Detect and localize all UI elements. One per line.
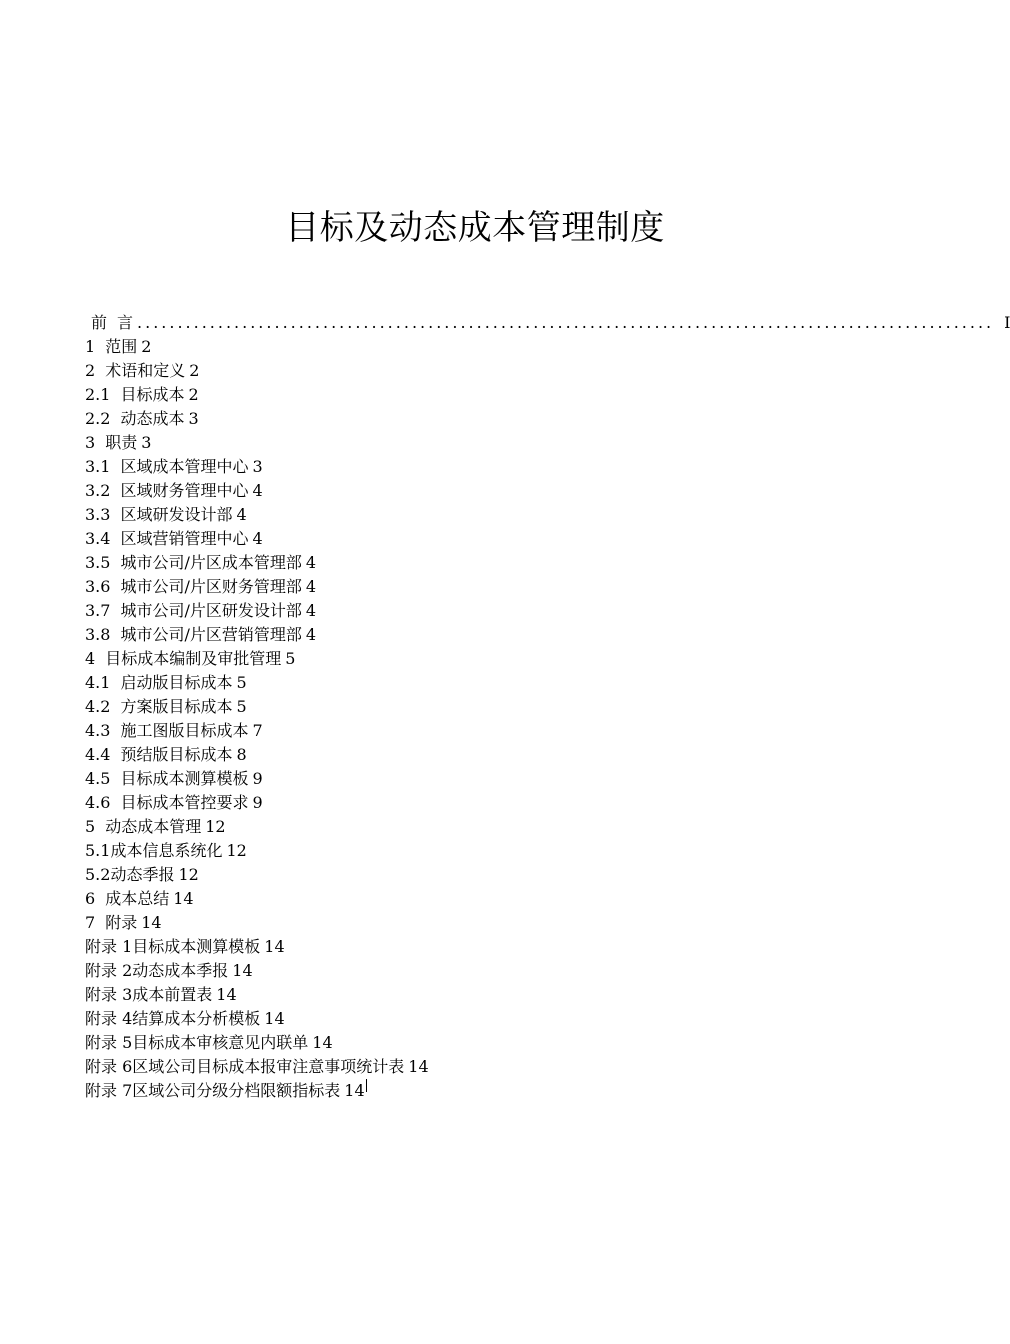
toc-section-title: 启动版目标成本 xyxy=(120,673,233,692)
toc-section-title: 区域营销管理中心 xyxy=(120,529,249,548)
toc-section-title: 城市公司/片区财务管理部 xyxy=(120,577,302,596)
toc-section-number: 4.6 xyxy=(85,793,111,812)
toc-entry[interactable] xyxy=(85,863,845,887)
toc-section-number: 5.1 xyxy=(85,841,111,860)
toc-entry-label: 前言 xyxy=(91,313,144,332)
toc-page-number: 14 xyxy=(216,985,237,1004)
toc-section-number: 3.3 xyxy=(85,505,111,524)
toc-entry[interactable] xyxy=(85,503,845,527)
toc-section-number: 2.2 xyxy=(85,409,111,428)
toc-section-title: 城市公司/片区成本管理部 xyxy=(120,553,302,572)
toc-section-title: 动态成本管理 xyxy=(105,817,202,836)
toc-entry[interactable] xyxy=(85,479,845,503)
toc-entry[interactable] xyxy=(85,695,845,719)
toc-section-title: 目标成本审核意见内联单 xyxy=(132,1033,309,1052)
toc-section-title: 施工图版目标成本 xyxy=(120,721,249,740)
toc-page-number: 4 xyxy=(305,601,317,620)
toc-section-number: 4.1 xyxy=(85,673,111,692)
toc-section-title: 成本总结 xyxy=(105,889,170,908)
toc-section-title: 成本信息系统化 xyxy=(110,841,223,860)
toc-page-number: 2 xyxy=(189,361,200,380)
toc-entry[interactable] xyxy=(85,839,845,863)
text-cursor xyxy=(366,1079,367,1092)
toc-page-number: 14 xyxy=(232,961,253,980)
toc-section-number: 3.7 xyxy=(85,601,111,620)
toc-page-number: 3 xyxy=(188,409,199,428)
toc-entry[interactable] xyxy=(85,551,845,575)
toc-section-number: 附录 7 xyxy=(85,1081,133,1100)
toc-section-number: 5 xyxy=(85,817,96,836)
toc-section-number: 附录 5 xyxy=(85,1033,133,1052)
toc-entry[interactable] xyxy=(85,815,845,839)
toc-page-number: 4 xyxy=(252,481,263,500)
toc-page-number: 9 xyxy=(252,769,263,788)
toc-entry[interactable] xyxy=(85,791,845,815)
toc-section-number: 附录 1 xyxy=(85,937,133,956)
toc-entry[interactable] xyxy=(85,527,845,551)
toc-entry[interactable] xyxy=(85,599,845,623)
toc-section-number: 4.4 xyxy=(85,745,111,764)
toc-entry[interactable] xyxy=(85,887,845,911)
toc-page-number: 14 xyxy=(264,1009,285,1028)
toc-section-number: 5.2 xyxy=(85,865,111,884)
toc-page-number: 3 xyxy=(141,433,152,452)
toc-section-title: 附录 xyxy=(105,913,138,932)
toc-entry[interactable] xyxy=(85,359,845,383)
toc-section-title: 目标成本 xyxy=(120,385,185,404)
toc-section-title: 术语和定义 xyxy=(105,361,186,380)
toc-page-number: 12 xyxy=(205,817,226,836)
toc-entry[interactable] xyxy=(85,647,845,671)
toc-page-number: 5 xyxy=(285,649,296,668)
toc-page-number: 12 xyxy=(178,865,199,884)
toc-section-title: 成本前置表 xyxy=(132,985,213,1004)
toc-entry[interactable] xyxy=(85,455,845,479)
toc-section-title: 区域研发设计部 xyxy=(120,505,233,524)
toc-page-number: 5 xyxy=(236,673,247,692)
toc-section-title: 动态成本季报 xyxy=(132,961,229,980)
toc-section-title: 城市公司/片区研发设计部 xyxy=(120,601,302,620)
toc-entry[interactable] xyxy=(85,383,845,407)
toc-section-title: 目标成本编制及审批管理 xyxy=(105,649,282,668)
toc-section-number: 6 xyxy=(85,889,96,908)
toc-entry[interactable] xyxy=(85,671,845,695)
toc-entry[interactable] xyxy=(85,959,845,983)
toc-section-title: 城市公司/片区营销管理部 xyxy=(120,625,302,644)
toc-section-title: 动态季报 xyxy=(110,865,175,884)
toc-page-number: 8 xyxy=(236,745,247,764)
toc-section-number: 2 xyxy=(85,361,96,380)
toc-entry[interactable] xyxy=(85,1079,845,1103)
toc-page-number: 14 xyxy=(312,1033,333,1052)
toc-page-number: 14 xyxy=(141,913,162,932)
toc-page-number: 4 xyxy=(305,553,317,572)
toc-page-number: 12 xyxy=(226,841,247,860)
toc-section-number: 3.5 xyxy=(85,553,111,572)
toc-section-number: 4.3 xyxy=(85,721,111,740)
toc-page-number: 3 xyxy=(252,457,263,476)
toc-section-number: 1 xyxy=(85,337,96,356)
toc-page-number: 14 xyxy=(344,1081,365,1100)
toc-page-number: 2 xyxy=(188,385,199,404)
toc-page-number: 4 xyxy=(252,529,263,548)
toc-entry[interactable] xyxy=(85,1031,845,1055)
toc-entry[interactable] xyxy=(85,431,845,455)
toc-section-number: 3.4 xyxy=(85,529,111,548)
toc-page-number: 4 xyxy=(305,625,317,644)
document-title: 目标及动态成本管理制度 xyxy=(285,208,665,248)
toc-section-title: 区域财务管理中心 xyxy=(120,481,249,500)
toc-page-number: 14 xyxy=(408,1057,429,1076)
toc-section-title: 范围 xyxy=(105,337,138,356)
toc-section-title: 区域成本管理中心 xyxy=(120,457,249,476)
toc-section-number: 3.2 xyxy=(85,481,111,500)
toc-section-number: 附录 3 xyxy=(85,985,133,1004)
toc-entry[interactable] xyxy=(85,719,845,743)
toc-page-number: 4 xyxy=(305,577,317,596)
toc-entry[interactable] xyxy=(85,623,845,647)
toc-section-number: 4.5 xyxy=(85,769,111,788)
toc-entry[interactable] xyxy=(85,743,845,767)
toc-page-number: I xyxy=(1004,313,1010,332)
toc-section-number: 4 xyxy=(85,649,96,668)
toc-section-number: 3 xyxy=(85,433,96,452)
toc-entry[interactable] xyxy=(85,767,845,791)
toc-entry[interactable] xyxy=(85,407,845,431)
toc-entry[interactable] xyxy=(85,1055,845,1079)
toc-entry[interactable] xyxy=(85,575,845,599)
toc-section-number: 4.2 xyxy=(85,697,111,716)
toc-entry[interactable] xyxy=(85,335,845,359)
toc-entry-list xyxy=(85,335,845,1103)
toc-section-title: 职责 xyxy=(105,433,138,452)
toc-page-number: 9 xyxy=(252,793,263,812)
toc-section-title: 区域公司分级分档限额指标表 xyxy=(132,1081,341,1100)
toc-section-title: 动态成本 xyxy=(120,409,185,428)
toc-section-number: 7 xyxy=(85,913,96,932)
toc-section-number: 附录 6 xyxy=(85,1057,133,1076)
toc-section-number: 3.6 xyxy=(85,577,111,596)
toc-entry-preface[interactable] xyxy=(85,311,1010,335)
toc-section-number: 2.1 xyxy=(85,385,111,404)
toc-section-number: 附录 4 xyxy=(85,1009,133,1028)
toc-section-title: 目标成本管控要求 xyxy=(120,793,249,812)
toc-page-number: 7 xyxy=(252,721,263,740)
toc-section-title: 预结版目标成本 xyxy=(120,745,233,764)
toc-section-number: 附录 2 xyxy=(85,961,133,980)
toc-page-number: 14 xyxy=(264,937,285,956)
toc-section-title: 目标成本测算模板 xyxy=(120,769,249,788)
toc-page-number: 4 xyxy=(236,505,247,524)
toc-entry[interactable] xyxy=(85,935,845,959)
table-of-contents xyxy=(85,311,1010,1103)
toc-dot-leader: .......................................................................................................... xyxy=(137,313,995,332)
toc-entry[interactable] xyxy=(85,911,845,935)
toc-section-title: 结算成本分析模板 xyxy=(132,1009,261,1028)
toc-page-number: 2 xyxy=(141,337,152,356)
toc-entry[interactable] xyxy=(85,1007,845,1031)
toc-section-title: 目标成本测算模板 xyxy=(132,937,261,956)
toc-section-number: 3.1 xyxy=(85,457,111,476)
toc-page-number: 5 xyxy=(236,697,247,716)
toc-section-title: 区域公司目标成本报审注意事项统计表 xyxy=(132,1057,405,1076)
toc-section-number: 3.8 xyxy=(85,625,111,644)
toc-page-number: 14 xyxy=(173,889,194,908)
toc-entry[interactable] xyxy=(85,983,845,1007)
toc-section-title: 方案版目标成本 xyxy=(120,697,233,716)
